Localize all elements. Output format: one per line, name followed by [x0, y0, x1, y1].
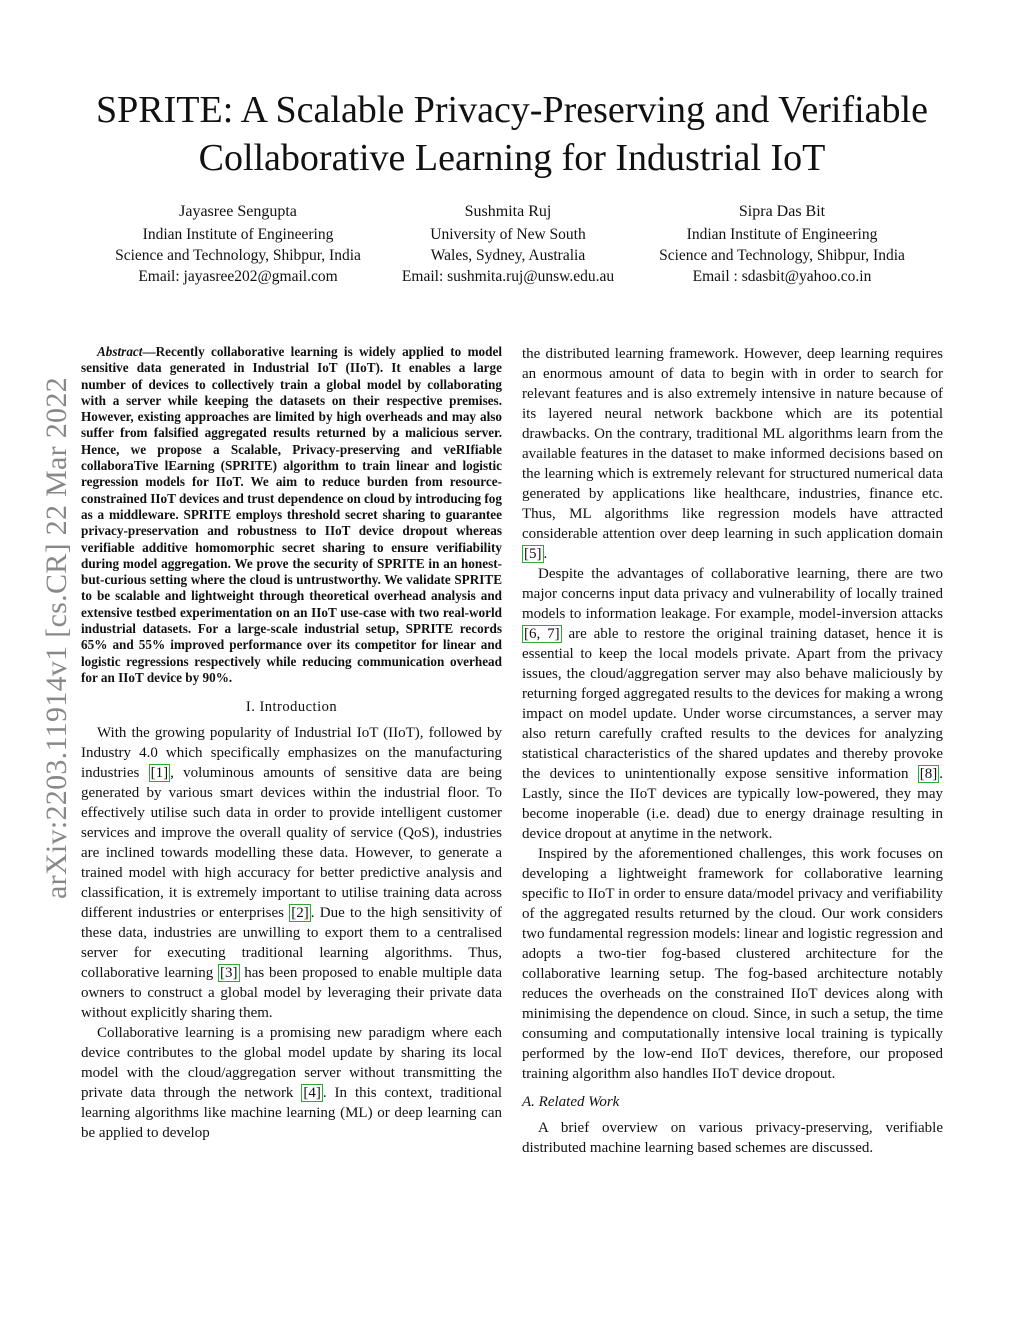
citation-link[interactable]: [1]: [150, 765, 169, 782]
author-name: Sipra Das Bit: [738, 203, 826, 220]
abstract-text: —Recently collaborative learning is widely applied to model sensitive data generated in Industrial IoT (IIoT). It enables a large number of devices to collectively train a global model by collaborating with a server while keeping the datasets on their respective premises. However, existing approaches are limited by high overheads and may also suffer from falsified aggregated results returned by a malicious server. Hence, we propose a Scalable, Privacy-preserving and veRIfiable collaboraTive lEarning (SPRITE) algorithm to train linear and logistic regression models for IIoT. We aim to reduce burden from resource-constrained IIoT devices and trust dependence on cloud by introducing fog as a middleware. SPRITE employs threshold secret sharing to guarantee privacy-preservation and robustness to IIoT device dropout whereas verifiable additive homomorphic secret sharing to ensure verifiability during model aggregation. We prove the security of SPRITE in an honest-but-curious setting where the cloud is untrustworthy. We validate SPRITE to be scalable and lightweight through theoretical overhead analysis and extensive testbed experimentation on an IIoT use-case with two real-world industrial datasets. For a large-scale industrial setup, SPRITE records 65% and 55% improved performance over its competitor for linear and logistic regressions respectively while reducing communication overhead for an IIoT device by 90%.: [81, 344, 502, 685]
author-name: Sushmita Ruj: [464, 203, 552, 220]
left-column: [81, 344, 502, 1143]
text-run: . Due to the high sensitivity of these data, industries are unwilling to export them to a centralised server for executing traditional learning algorithms. Thus, collaborative learning: [81, 905, 502, 982]
subsection-heading-related-work: A. Related Work: [522, 1094, 620, 1110]
author-name: Jayasree Sengupta: [179, 203, 297, 220]
citation-link[interactable]: [2]: [291, 905, 309, 922]
author-block-3: [640, 201, 924, 287]
text-run: Collaborative learning is a promising new paradigm where each device contributes to the global model update by sharing its local model with the cloud/aggregation server without transmitting the private data through the network: [81, 1025, 502, 1102]
arxiv-identifier: arXiv:2203.11914v1 [cs.CR] 22 Mar 2022: [40, 377, 73, 899]
text-run: . In this context, traditional learning algorithms like machine learning (ML) or deep learning can be applied to develop: [81, 1085, 502, 1142]
author-affiliation: Indian Institute of Engineering: [142, 226, 334, 243]
abstract-label: Abstract: [97, 344, 143, 359]
author-block-1: [100, 201, 376, 287]
author-email: Email: sushmita.ruj@unsw.edu.au: [401, 268, 615, 285]
citation-link[interactable]: [4]: [303, 1085, 321, 1102]
author-block-2: [388, 201, 628, 287]
right-paragraph-1: [522, 344, 943, 564]
author-affiliation: Science and Technology, Shibpur, India: [659, 247, 905, 264]
intro-paragraph-2: [81, 1023, 502, 1143]
intro-paragraph-1: [81, 723, 502, 1023]
right-column: [522, 344, 943, 1158]
right-paragraph-2: [522, 564, 943, 844]
text-run: , voluminous amounts of sensitive data are being generated by various smart devices within the industrial floor. To effectively utilise such data in order to provide intelligent customer services and improve the overall quality of service (QoS), industries are inclined towards modelling these data. However, to generate a trained model with high accuracy for better predictive analysis and classification, it is extremely important to utilise training data across different industries or enterprises: [81, 765, 502, 922]
text-run: Despite the advantages of collaborative learning, there are two major concerns input data privacy and vulnerability of locally trained models to information leakage. For example, model-inversion attacks: [522, 566, 943, 622]
citation-link[interactable]: [5]: [524, 546, 542, 562]
paper-title: SPRITE: A Scalable Privacy-Preserving and Verifiable Collaborative Learning for Industrial IoT: [96, 89, 928, 179]
author-email: Email: jayasree202@gmail.com: [138, 268, 338, 285]
citation-link[interactable]: [6, 7]: [524, 626, 560, 642]
citation-link[interactable]: [3]: [220, 965, 238, 982]
text-run: . Lastly, since the IIoT devices are typically low-powered, they may become inoperable (i.e. dead) due to energy drainage resulting in device dropout at anytime in the network.: [522, 766, 943, 842]
right-paragraph-3: Inspired by the aforementioned challenges, this work focuses on developing a lightweight framework for collaborative learning specific to IIoT in order to ensure data/model privacy and verifiability of the aggregated results returned by the cloud. Our work considers two fundamental regression models: linear and logistic regression and adopts a two-tier fog-based clustered architecture for the collaborative learning setup. The fog-based architecture notably reduces the overheads on the constrained IIoT devices along with minimising the dependence on cloud. Since, in such a setup, the time consuming and computationally intensive local training is typically performed by the low-end IIoT devices, therefore, our proposed training algorithm also handles IIoT device dropout.: [522, 846, 943, 1082]
text-run: With the growing popularity of Industrial IoT (IIoT), followed by Industry 4.0 which specifically emphasizes on the manufacturing industries: [81, 725, 502, 782]
right-paragraph-4: A brief overview on various privacy-preserving, verifiable distributed machine learning based schemes are discussed.: [522, 1120, 943, 1156]
author-affiliation: Indian Institute of Engineering: [686, 226, 878, 243]
author-email: Email : sdasbit@yahoo.co.in: [692, 268, 872, 285]
abstract: [81, 344, 502, 686]
author-affiliation: Wales, Sydney, Australia: [430, 247, 586, 264]
text-run: .: [543, 546, 548, 562]
citation-link[interactable]: [8]: [919, 766, 938, 782]
text-run: are able to restore the original training dataset, hence it is essential to keep the local models private. Apart from the privacy issues, the cloud/aggregation server may also behave maliciously by returning forged aggregated results to the devices for making a wrong impact on model update. Under worse circumstances, a server may also return carefully crafted results to the devices for analyzing statistical characteristics of the shared updates and thereby provoke the devices to unintentionally expose sensitive information: [522, 626, 943, 782]
text-run: the distributed learning framework. However, deep learning requires an enormous amount of data to begin with in order to search for relevant features and is also extremely intensive in nature because of its layered neural network backbone which are its potential drawbacks. On the contrary, traditional ML algorithms learn from the available features in the dataset to make informed decisions based on the learning which is extremely relevant for structured numerical data generated by applications like healthcare, industries, finance etc. Thus, ML algorithms like regression models have attracted considerable attention over deep learning in such application domain: [522, 346, 943, 542]
text-run: has been proposed to enable multiple data owners to construct a global model by leveraging their private data without explicitly sharing them.: [81, 965, 502, 1022]
author-affiliation: University of New South: [430, 226, 586, 243]
section-heading-introduction: I. Introduction: [245, 699, 338, 716]
author-affiliation: Science and Technology, Shibpur, India: [115, 247, 361, 264]
